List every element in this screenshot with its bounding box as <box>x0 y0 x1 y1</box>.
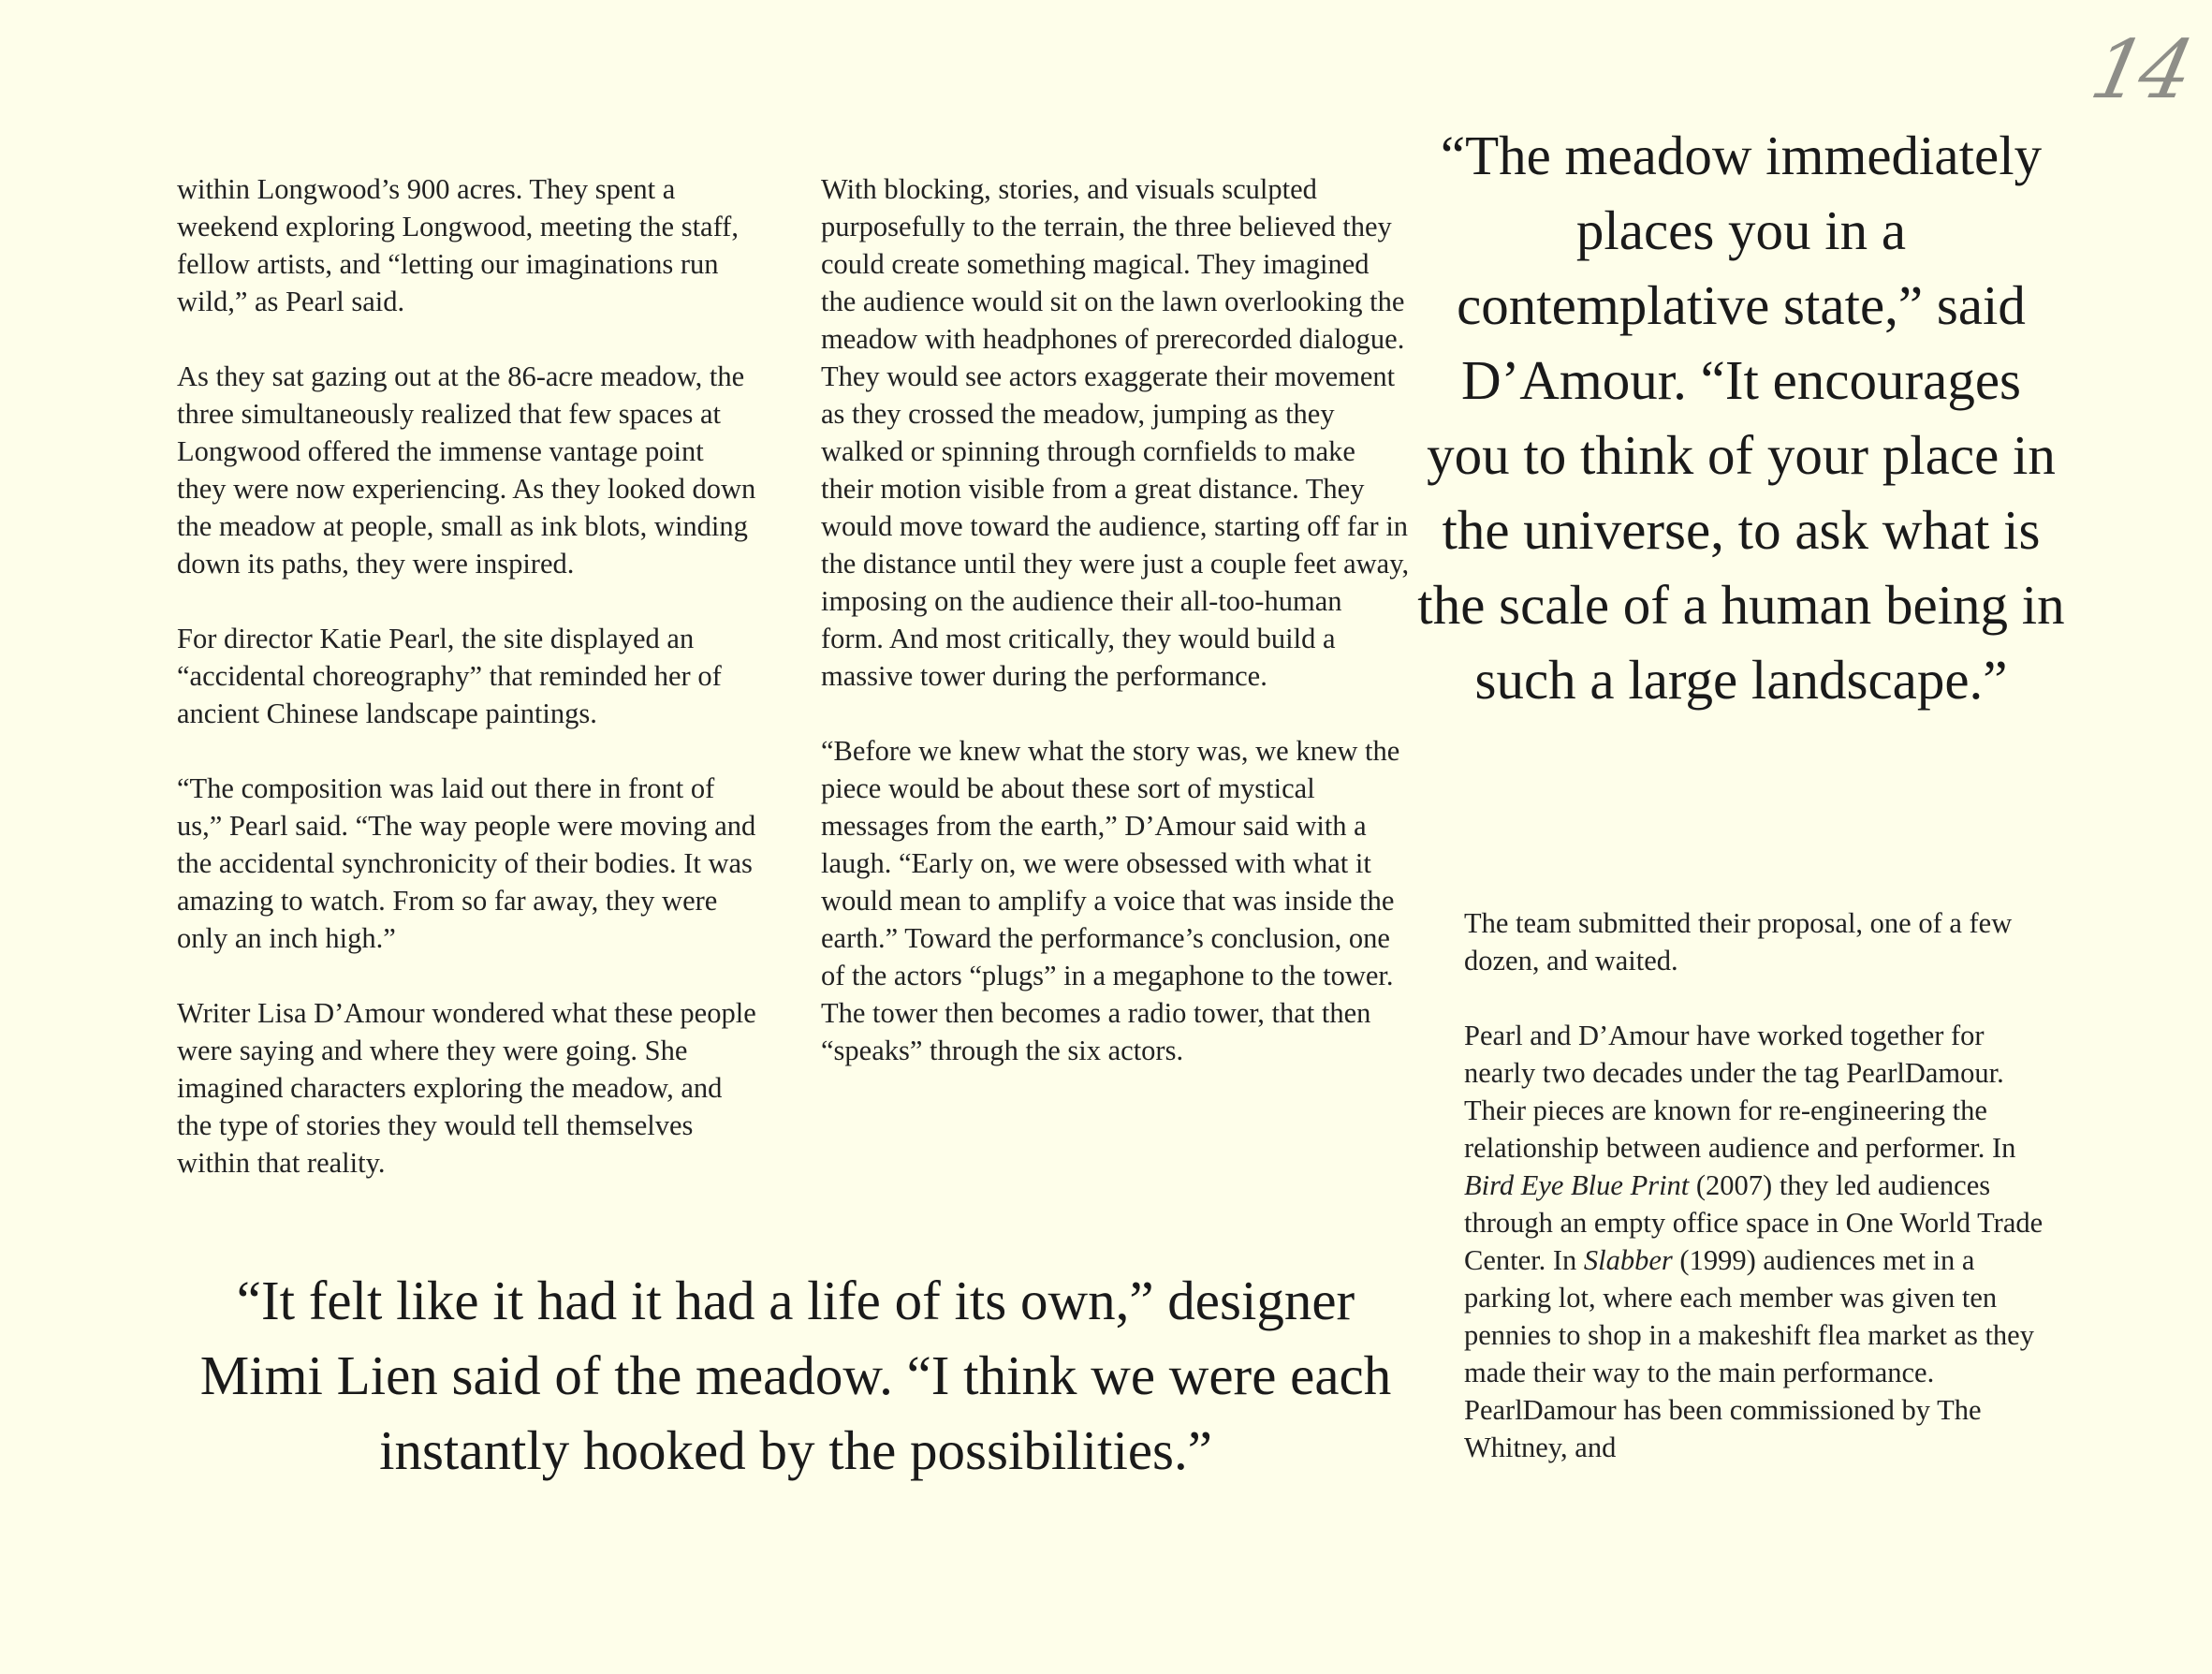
paragraph: Writer Lisa D’Amour wondered what these people were saying and where they were going. She imagined characters exploring the meadow, and the type of stories they would tell themselves within that reality. <box>177 997 756 1179</box>
paragraph <box>1464 1017 2044 1466</box>
paragraph: As they sat gazing out at the 86-acre meadow, the three simultaneously realized that few spaces at Longwood offered the immense vantage point they were now experiencing. As they looked down the meadow at people, small as ink blots, winding down its paths, they were inspired. <box>177 360 756 580</box>
text-column-right <box>1464 904 2044 1504</box>
paragraph-text: (1999) audiences met in a parking lot, where each member was given ten pennies to shop in a makeshift flea market as they made their way to the main performance. PearlDamour has been commissioned by The Whitney, and <box>1464 1244 2034 1463</box>
paragraph: The team submitted their proposal, one of a few dozen, and waited. <box>1464 907 2013 976</box>
paragraph-text: Pearl and D’Amour have worked together for nearly two decades under the tag PearlDamour. Their pieces are known for re-engineering the relationship between audience and performer. In <box>1464 1020 2016 1164</box>
paragraph: within Longwood’s 900 acres. They spent a weekend exploring Longwood, meeting the staff, fellow artists, and “letting our imaginations run wild,” as Pearl said. <box>177 173 739 317</box>
work-title: Bird Eye Blue Print <box>1464 1169 1690 1201</box>
text-column-middle <box>821 170 1411 1107</box>
pull-quote-lien: “It felt like it had it had a life of its own,” designer Mimi Lien said of the meadow. “I think we were each instantly hooked by the possibilities.” <box>199 1270 1392 1481</box>
page-number: 14 <box>2083 23 2199 117</box>
paragraph-text: (2007) they led audiences through an empty office space in One World Trade Center. In <box>1464 1169 2044 1276</box>
pull-quote-damour: “The meadow immediately places you in a contemplative state,” said D’Amour. “It encourages you to think of your place in the universe, to ask what is the scale of a human being in such a large landscape.” <box>1417 125 2065 711</box>
text-column-left <box>177 170 757 1219</box>
paragraph: “Before we knew what the story was, we knew the piece would be about these sort of mystical messages from the earth,” D’Amour said with a laugh. “Early on, we were obsessed with what it would mean to amplify a voice that was inside the earth.” Toward the performance’s conclusion, one of the actors “plugs” in a megaphone to the tower. The tower then becomes a radio tower, that then “speaks” through the six actors. <box>821 735 1400 1066</box>
paragraph: With blocking, stories, and visuals sculpted purposefully to the terrain, the three believed they could create something magical. They imagined the audience would sit on the lawn overlooking the meadow with headphones of prerecorded dialogue. They would see actors exaggerate their movement as they crossed the meadow, jumping as they walked or spinning through cornfields to make their motion visible from a great distance. They would move toward the audience, starting off far in the distance until they were just a couple feet away, imposing on the audience their all-too-human form. And most critically, they would build a massive tower during the performance. <box>821 173 1410 692</box>
paragraph: For director Katie Pearl, the site displayed an “accidental choreography” that reminded her of ancient Chinese landscape paintings. <box>177 623 722 729</box>
paragraph: “The composition was laid out there in front of us,” Pearl said. “The way people were moving and the accidental synchronicity of their bodies. It was amazing to watch. From so far away, they were only an inch high.” <box>177 772 756 954</box>
work-title: Slabber <box>1583 1244 1673 1276</box>
